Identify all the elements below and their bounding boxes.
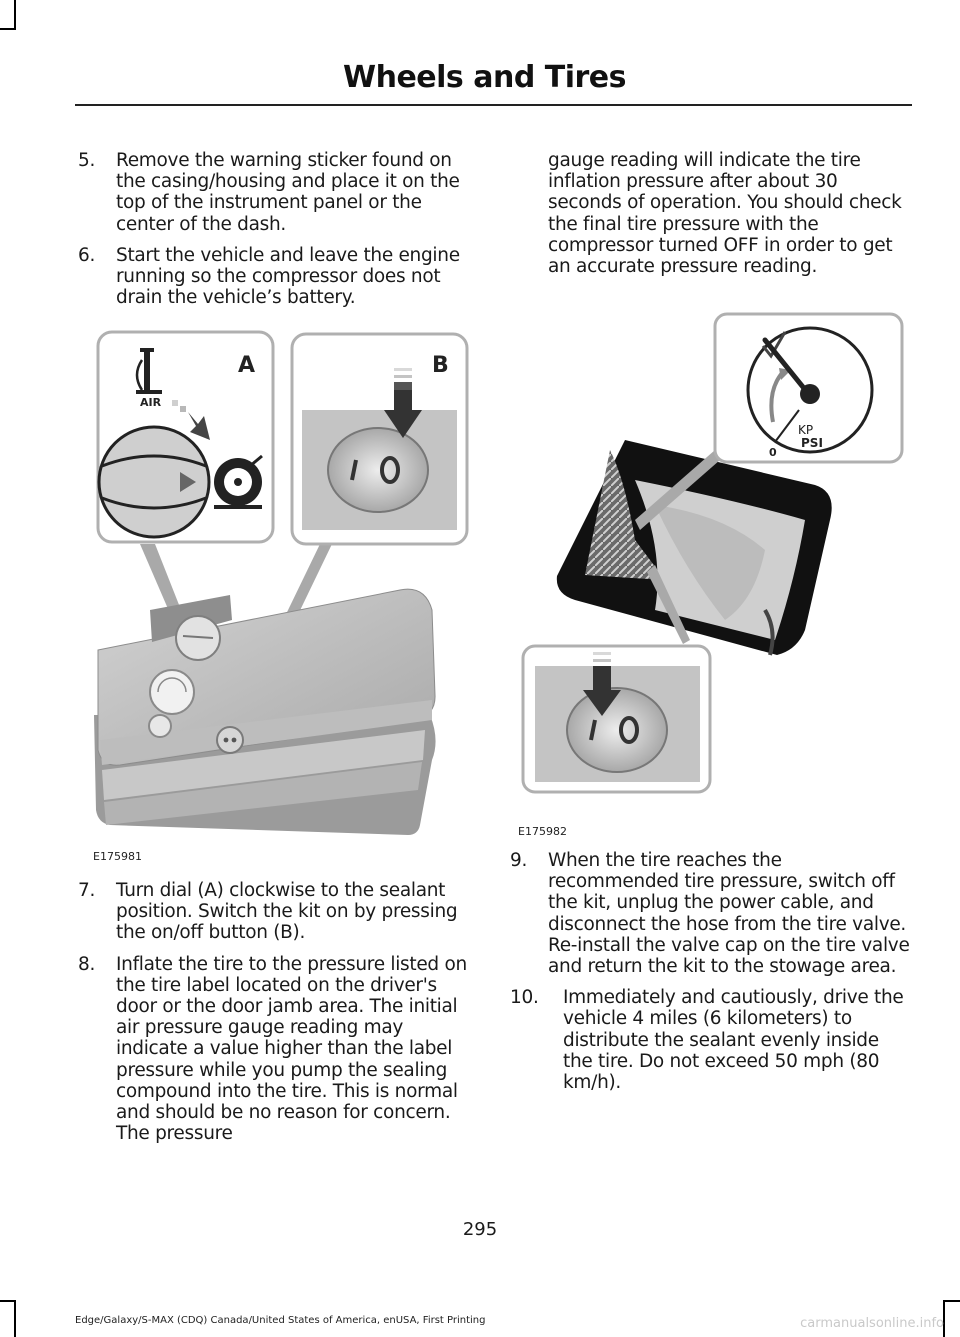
air-label: AIR [140,396,162,409]
dial-knob-icon [99,427,209,537]
kit-body [94,589,436,835]
label-a: A [238,353,256,378]
crop-mark [0,1300,16,1302]
crop-mark [14,0,16,28]
step-number: 5. [78,150,96,171]
figure-code: E175982 [518,825,567,838]
step-10 [510,987,910,1093]
step-8 [78,954,478,1145]
step-number: 8. [78,953,96,975]
button-inset [523,646,710,792]
left-column-bottom [78,880,478,1154]
right-column-top [510,150,910,277]
sealant-kit-illustration [80,320,480,850]
step-6 [78,245,478,309]
crop-mark [943,1300,960,1302]
step-7 [78,880,478,944]
step-text: Inflate the tire to the pressure listed on the tire label located on the driver's door or the door jamb area. The initial air pressure gauge reading may indicate a value higher than the label pressure while you pump the sealing compound into the tire. This is normal and should be no reason for concern. The pressure [116,953,467,1145]
edition-footer: Edge/Galaxy/S-MAX (CDQ) Canada/United States of America, enUSA, First Printing [75,1315,486,1326]
page-number: 295 [462,1219,498,1240]
right-column-bottom [510,850,910,1103]
gauge-zero: 0 [769,446,777,459]
step-9 [510,850,910,977]
gauge-unit-kp: KP [798,423,814,437]
page-title: Wheels and Tires [343,60,626,95]
crop-mark [14,1300,16,1337]
inset-b [292,334,467,544]
step-number: 10. [510,987,539,1009]
step-text: Turn dial (A) clockwise to the sealant position. Switch the kit on by pressing the on/off button (B). [116,880,458,944]
watermark: carmanualsonline.info [800,1316,944,1331]
step-text: When the tire reaches the recommended tire pressure, switch off the kit, unplug the power cable, and disconnect the hose from the tire valve. Re-install the valve cap on the tire valve and return the kit to the stowage area. [548,850,910,978]
step-text: Remove the warning sticker found on the casing/housing and place it on the top of the instrument panel or the center of the dash. [116,150,460,235]
title-rule [75,104,912,106]
crop-mark [0,28,16,30]
on-off-button [217,727,243,753]
step-8-continuation: gauge reading will indicate the tire inflation pressure after about 30 seconds of operation. You should check the final tire pressure with the compressor turned OFF in order to get an accurate pressure reading. [548,150,902,278]
pressure-gauge [150,670,194,714]
gauge-unit-psi: PSI [801,436,823,450]
step-text: Start the vehicle and leave the engine running so the compressor does not drain the vehicle’s battery. [116,244,460,309]
step-5 [78,150,478,235]
figure-code: E175981 [93,850,142,863]
gauge-inset [715,314,902,462]
pressure-gauge-illustration [515,310,910,800]
step-number: 9. [510,850,528,871]
inset-a [98,332,273,542]
step-number: 6. [78,244,96,266]
label-b: B [432,353,449,378]
left-column-top [78,150,478,318]
step-number: 7. [78,880,96,901]
step-text: Immediately and cautiously, drive the vehicle 4 miles (6 kilometers) to distribute the sealant evenly inside the tire. Do not exceed 50 mph (80 km/h). [563,987,904,1094]
